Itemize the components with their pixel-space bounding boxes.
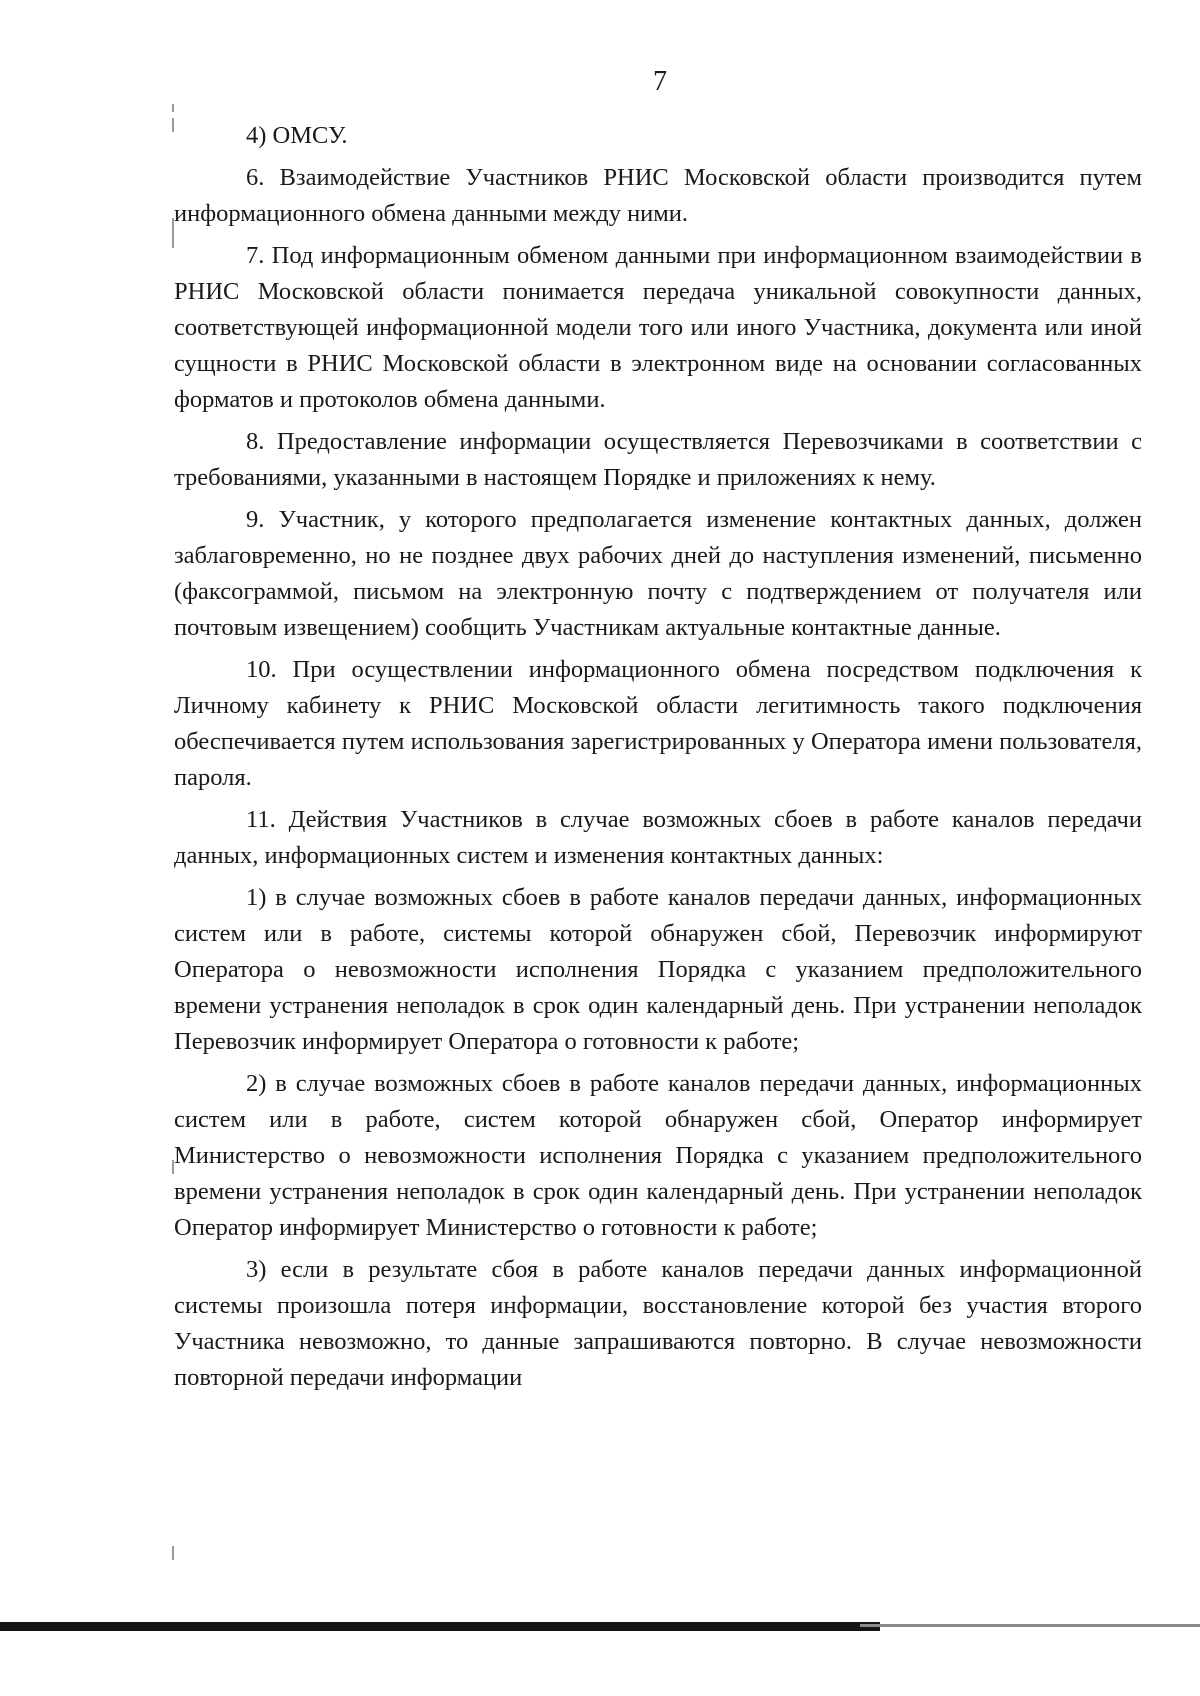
paragraph-8: 8. Предоставление информации осуществляется Перевозчиками в соответствии с требованиями, указанными в настоящем Порядке и приложениях к нему.	[174, 428, 1142, 491]
paragraph-7: 7. Под информационным обменом данными при информационном взаимодействии в РНИС Московской области понимается передача уникальной совокупности данных, соответствующей информационной модели того или иного Участника, документа или иной сущности в РНИС Московской области в электронном виде на основании согласованных форматов и протоколов обмена данными.	[174, 242, 1142, 413]
page-number: 7	[653, 66, 667, 97]
document-body	[174, 118, 1142, 1396]
paragraph-11-item-1: 1) в случае возможных сбоев в работе каналов передачи данных, информационных систем или в работе, системы которой обнаружен сбой, Перевозчик информируют Оператора о невозможности исполнения Порядка с указанием предположительного времени устранения неполадок в срок один календарный день. При устранении неполадок Перевозчик информирует Оператора о готовности к работе;	[174, 884, 1142, 1055]
paragraph-11-item-2: 2) в случае возможных сбоев в работе каналов передачи данных, информационных систем или в работе, систем которой обнаружен сбой, Оператор информирует Министерство о невозможности исполнения Порядка с указанием предположительного времени устранения неполадок в срок один календарный день. При устранении неполадок Оператор информирует Министерство о готовности к работе;	[174, 1070, 1142, 1241]
paragraph-item-4: 4) ОМСУ.	[246, 122, 348, 149]
scan-margin-mark	[172, 1160, 174, 1174]
scan-margin-mark	[172, 1546, 174, 1560]
scan-margin-mark	[172, 218, 174, 248]
paragraph-10: 10. При осуществлении информационного обмена посредством подключения к Личному кабинету к РНИС Московской области легитимность такого подключения обеспечивается путем использования зарегистрированных у Оператора имени пользователя, пароля.	[174, 656, 1142, 791]
scan-bottom-edge-fade	[860, 1624, 1200, 1627]
paragraph-11-item-3: 3) если в результате сбоя в работе каналов передачи данных информационной системы произошла потеря информации, восстановление которой без участия второго Участника невозможно, то данные запрашиваются повторно. В случае невозможности повторной передачи информации	[174, 1256, 1142, 1391]
scan-margin-mark	[172, 118, 174, 132]
scan-bottom-edge	[0, 1622, 880, 1631]
paragraph-6: 6. Взаимодействие Участников РНИС Московской области производится путем информационного обмена данными между ними.	[174, 164, 1142, 227]
paragraph-11: 11. Действия Участников в случае возможных сбоев в работе каналов передачи данных, информационных систем и изменения контактных данных:	[174, 806, 1142, 869]
paragraph-9: 9. Участник, у которого предполагается изменение контактных данных, должен заблаговременно, но не позднее двух рабочих дней до наступления изменений, письменно (факсограммой, письмом на электронную почту с подтверждением от получателя или почтовым извещением) сообщить Участникам актуальные контактные данные.	[174, 506, 1142, 641]
scan-margin-mark	[172, 104, 174, 112]
